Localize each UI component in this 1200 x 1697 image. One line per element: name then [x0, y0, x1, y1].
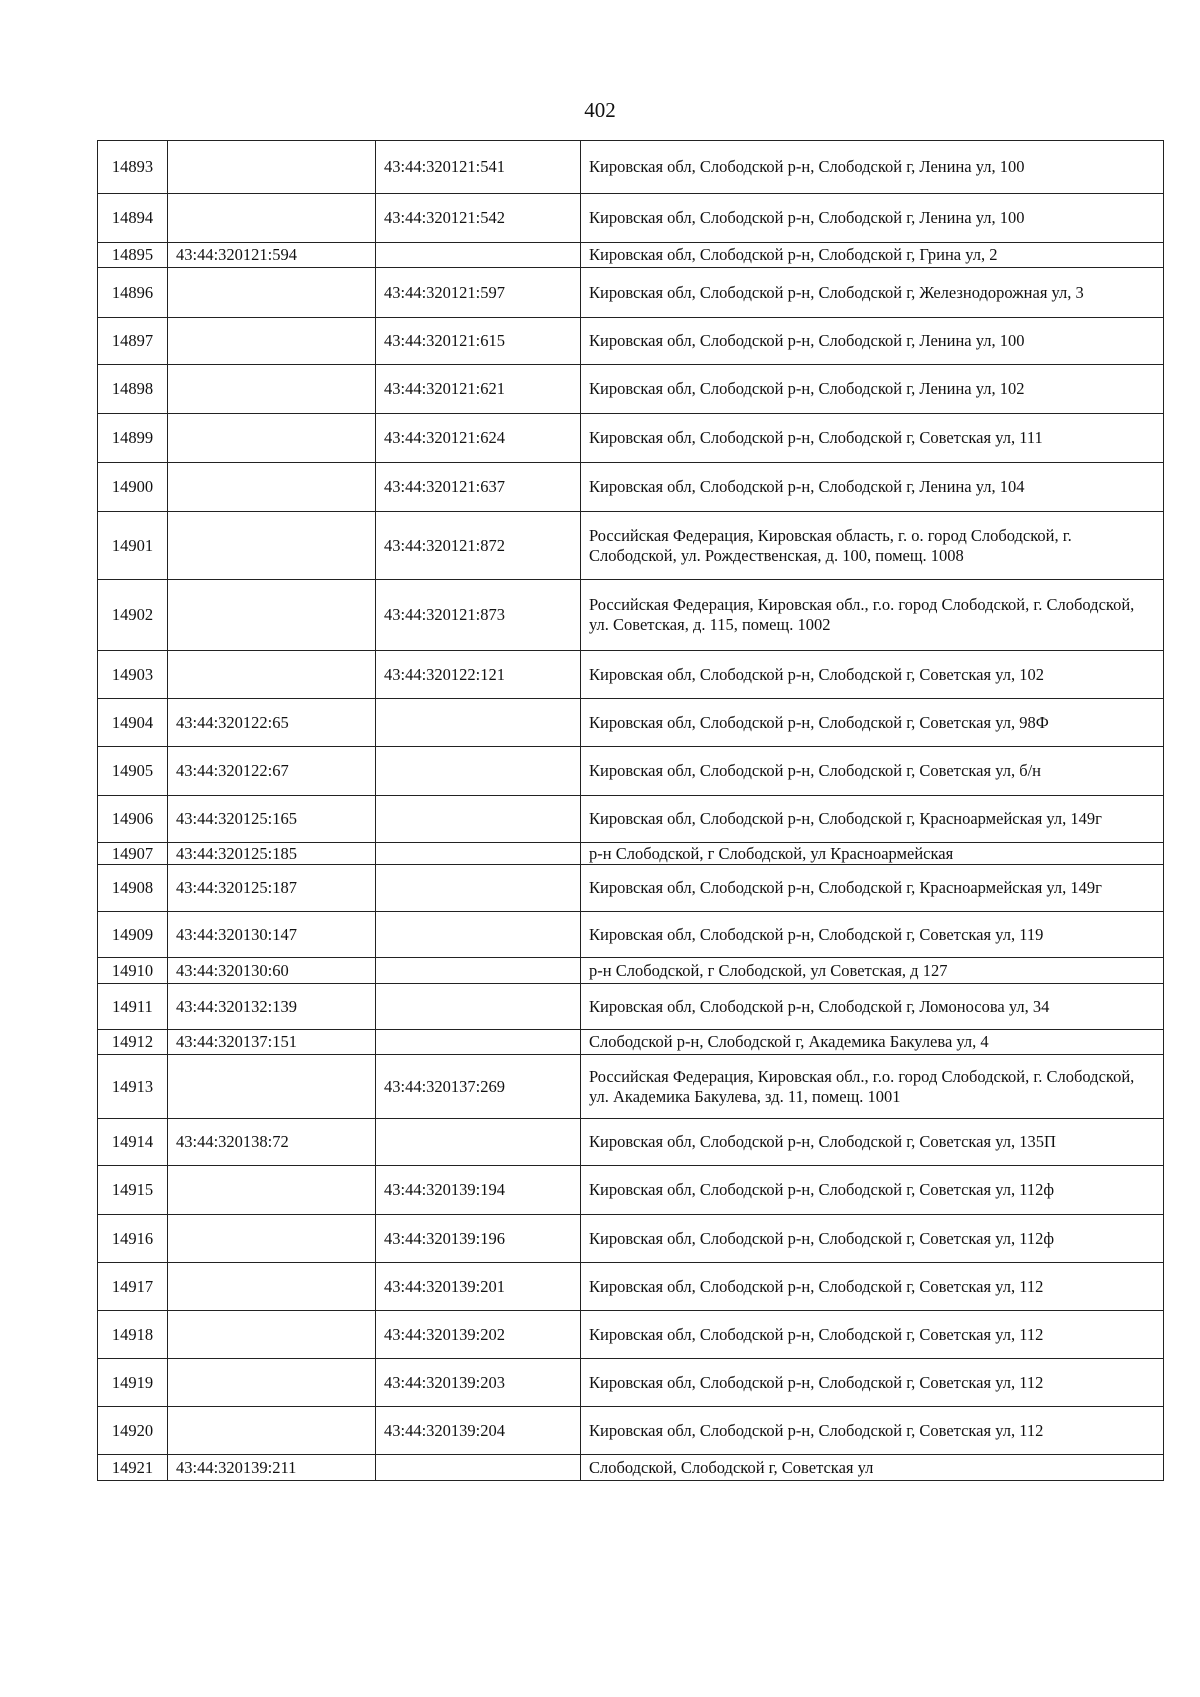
address-cell: р-н Слободской, г Слободской, ул Красноармейская: [581, 843, 1164, 865]
table-row: [98, 463, 1164, 512]
address-cell: Кировская обл, Слободской р-н, Слободской г, Советская ул, 112: [581, 1359, 1164, 1407]
cadastral-number-cell: [168, 194, 376, 243]
address-cell: Кировская обл, Слободской р-н, Слободской г, Ленина ул, 100: [581, 194, 1164, 243]
cadastral-number-cell: [168, 580, 376, 651]
cadastral-number-cell-2: 43:44:320122:121: [376, 651, 581, 699]
row-number-cell: 14910: [98, 958, 168, 984]
cadastral-number-cell: [168, 1407, 376, 1455]
cadastral-number-cell: [168, 318, 376, 365]
address-cell: Российская Федерация, Кировская обл., г.о. город Слободской, г. Слободской, ул. Академика Бакулева, зд. 11, помещ. 1001: [581, 1055, 1164, 1119]
cadastral-number-cell-2: 43:44:320139:202: [376, 1311, 581, 1359]
cadastral-number-cell-2: 43:44:320139:201: [376, 1263, 581, 1311]
table-row: [98, 512, 1164, 580]
row-number-cell: 14895: [98, 243, 168, 268]
address-cell: Кировская обл, Слободской р-н, Слободской г, Ленина ул, 104: [581, 463, 1164, 512]
address-cell: Кировская обл, Слободской р-н, Слободской г, Красноармейская ул, 149г: [581, 865, 1164, 912]
address-cell: Кировская обл, Слободской р-н, Слободской г, Советская ул, 112ф: [581, 1215, 1164, 1263]
table-row: [98, 1311, 1164, 1359]
row-number-cell: 14897: [98, 318, 168, 365]
table-row: [98, 1030, 1164, 1055]
table-row: [98, 580, 1164, 651]
address-cell: Кировская обл, Слободской р-н, Слободской г, Советская ул, 112: [581, 1263, 1164, 1311]
table-row: [98, 1407, 1164, 1455]
address-cell: Кировская обл, Слободской р-н, Слободской г, Грина ул, 2: [581, 243, 1164, 268]
address-cell: р-н Слободской, г Слободской, ул Советская, д 127: [581, 958, 1164, 984]
row-number-cell: 14913: [98, 1055, 168, 1119]
table-row: [98, 843, 1164, 865]
table-row: [98, 318, 1164, 365]
cadastral-number-cell-2: 43:44:320139:204: [376, 1407, 581, 1455]
cadastral-number-cell-2: 43:44:320121:873: [376, 580, 581, 651]
row-number-cell: 14911: [98, 984, 168, 1030]
address-cell: Кировская обл, Слободской р-н, Слободской г, Ленина ул, 100: [581, 318, 1164, 365]
address-cell: Кировская обл, Слободской р-н, Слободской г, Ленина ул, 102: [581, 365, 1164, 414]
cadastral-number-cell: 43:44:320121:594: [168, 243, 376, 268]
address-cell: Слободской, Слободской г, Советская ул: [581, 1455, 1164, 1481]
cadastral-number-cell-2: 43:44:320139:196: [376, 1215, 581, 1263]
table-row: [98, 796, 1164, 843]
address-cell: Кировская обл, Слободской р-н, Слободской г, Советская ул, 102: [581, 651, 1164, 699]
cadastral-number-cell: 43:44:320130:60: [168, 958, 376, 984]
cadastral-number-cell-2: 43:44:320121:541: [376, 141, 581, 194]
address-cell: Кировская обл, Слободской р-н, Слободской г, Советская ул, 119: [581, 912, 1164, 958]
table-row: [98, 865, 1164, 912]
registry-table-body: [98, 141, 1164, 1481]
table-row: [98, 1455, 1164, 1481]
cadastral-number-cell-2: [376, 984, 581, 1030]
cadastral-number-cell: [168, 141, 376, 194]
cadastral-number-cell: 43:44:320130:147: [168, 912, 376, 958]
table-row: [98, 141, 1164, 194]
row-number-cell: 14905: [98, 747, 168, 796]
cadastral-number-cell-2: [376, 865, 581, 912]
cadastral-number-cell: 43:44:320138:72: [168, 1119, 376, 1166]
address-cell: Кировская обл, Слободской р-н, Слободской г, Советская ул, 112: [581, 1407, 1164, 1455]
row-number-cell: 14914: [98, 1119, 168, 1166]
cadastral-number-cell-2: 43:44:320139:194: [376, 1166, 581, 1215]
cadastral-number-cell-2: 43:44:320121:615: [376, 318, 581, 365]
cadastral-number-cell-2: [376, 747, 581, 796]
cadastral-number-cell-2: 43:44:320121:872: [376, 512, 581, 580]
address-cell: Кировская обл, Слободской р-н, Слободской г, Железнодорожная ул, 3: [581, 268, 1164, 318]
table-row: [98, 651, 1164, 699]
cadastral-number-cell: [168, 1055, 376, 1119]
cadastral-number-cell-2: [376, 1030, 581, 1055]
row-number-cell: 14902: [98, 580, 168, 651]
row-number-cell: 14904: [98, 699, 168, 747]
cadastral-number-cell-2: [376, 958, 581, 984]
row-number-cell: 14907: [98, 843, 168, 865]
row-number-cell: 14903: [98, 651, 168, 699]
cadastral-number-cell-2: [376, 843, 581, 865]
page-number: 402: [584, 98, 616, 122]
cadastral-number-cell: [168, 512, 376, 580]
table-row: [98, 414, 1164, 463]
row-number-cell: 14899: [98, 414, 168, 463]
table-row: [98, 912, 1164, 958]
cadastral-number-cell: [168, 1166, 376, 1215]
cadastral-number-cell: [168, 1311, 376, 1359]
row-number-cell: 14908: [98, 865, 168, 912]
cadastral-number-cell: [168, 414, 376, 463]
table-row: [98, 984, 1164, 1030]
cadastral-number-cell-2: [376, 1119, 581, 1166]
cadastral-number-cell-2: 43:44:320121:597: [376, 268, 581, 318]
table-row: [98, 1055, 1164, 1119]
cadastral-number-cell: [168, 463, 376, 512]
row-number-cell: 14893: [98, 141, 168, 194]
cadastral-number-cell-2: [376, 699, 581, 747]
cadastral-number-cell-2: 43:44:320121:624: [376, 414, 581, 463]
row-number-cell: 14921: [98, 1455, 168, 1481]
address-cell: Кировская обл, Слободской р-н, Слободской г, Советская ул, 112ф: [581, 1166, 1164, 1215]
address-cell: Кировская обл, Слободской р-н, Слободской г, Советская ул, б/н: [581, 747, 1164, 796]
address-cell: Кировская обл, Слободской р-н, Слободской г, Советская ул, 98Ф: [581, 699, 1164, 747]
cadastral-number-cell: 43:44:320139:211: [168, 1455, 376, 1481]
table-row: [98, 699, 1164, 747]
address-cell: Кировская обл, Слободской р-н, Слободской г, Красноармейская ул, 149г: [581, 796, 1164, 843]
table-row: [98, 958, 1164, 984]
table-row: [98, 365, 1164, 414]
row-number-cell: 14917: [98, 1263, 168, 1311]
cadastral-number-cell-2: [376, 912, 581, 958]
address-cell: Кировская обл, Слободской р-н, Слободской г, Советская ул, 111: [581, 414, 1164, 463]
cadastral-number-cell-2: [376, 796, 581, 843]
cadastral-number-cell: [168, 1215, 376, 1263]
cadastral-number-cell: 43:44:320125:185: [168, 843, 376, 865]
table-row: [98, 268, 1164, 318]
table-row: [98, 243, 1164, 268]
cadastral-number-cell: [168, 268, 376, 318]
address-cell: Кировская обл, Слободской р-н, Слободской г, Советская ул, 112: [581, 1311, 1164, 1359]
table-row: [98, 747, 1164, 796]
row-number-cell: 14898: [98, 365, 168, 414]
cadastral-number-cell-2: [376, 1455, 581, 1481]
address-cell: Кировская обл, Слободской р-н, Слободской г, Ленина ул, 100: [581, 141, 1164, 194]
cadastral-number-cell-2: 43:44:320121:542: [376, 194, 581, 243]
cadastral-number-cell-2: 43:44:320137:269: [376, 1055, 581, 1119]
cadastral-number-cell: 43:44:320132:139: [168, 984, 376, 1030]
row-number-cell: 14918: [98, 1311, 168, 1359]
row-number-cell: 14894: [98, 194, 168, 243]
cadastral-number-cell: [168, 1359, 376, 1407]
row-number-cell: 14916: [98, 1215, 168, 1263]
table-row: [98, 1215, 1164, 1263]
cadastral-number-cell-2: 43:44:320121:621: [376, 365, 581, 414]
cadastral-number-cell: [168, 365, 376, 414]
cadastral-number-cell: 43:44:320137:151: [168, 1030, 376, 1055]
table-row: [98, 1263, 1164, 1311]
address-cell: Российская Федерация, Кировская область, г. о. город Слободской, г. Слободской, ул. Рождественская, д. 100, помещ. 1008: [581, 512, 1164, 580]
address-cell: Кировская обл, Слободской р-н, Слободской г, Ломоносова ул, 34: [581, 984, 1164, 1030]
table-row: [98, 1166, 1164, 1215]
row-number-cell: 14906: [98, 796, 168, 843]
cadastral-number-cell-2: [376, 243, 581, 268]
table-row: [98, 1359, 1164, 1407]
table-row: [98, 1119, 1164, 1166]
registry-table: [97, 140, 1164, 1481]
cadastral-number-cell: 43:44:320125:187: [168, 865, 376, 912]
address-cell: Российская Федерация, Кировская обл., г.о. город Слободской, г. Слободской, ул. Советская, д. 115, помещ. 1002: [581, 580, 1164, 651]
cadastral-number-cell: 43:44:320122:67: [168, 747, 376, 796]
row-number-cell: 14912: [98, 1030, 168, 1055]
row-number-cell: 14909: [98, 912, 168, 958]
address-cell: Кировская обл, Слободской р-н, Слободской г, Советская ул, 135П: [581, 1119, 1164, 1166]
row-number-cell: 14900: [98, 463, 168, 512]
row-number-cell: 14915: [98, 1166, 168, 1215]
row-number-cell: 14919: [98, 1359, 168, 1407]
row-number-cell: 14896: [98, 268, 168, 318]
cadastral-number-cell: 43:44:320122:65: [168, 699, 376, 747]
cadastral-number-cell: [168, 1263, 376, 1311]
cadastral-number-cell: 43:44:320125:165: [168, 796, 376, 843]
cadastral-number-cell-2: 43:44:320139:203: [376, 1359, 581, 1407]
cadastral-number-cell-2: 43:44:320121:637: [376, 463, 581, 512]
address-cell: Слободской р-н, Слободской г, Академика Бакулева ул, 4: [581, 1030, 1164, 1055]
table-row: [98, 194, 1164, 243]
cadastral-number-cell: [168, 651, 376, 699]
row-number-cell: 14901: [98, 512, 168, 580]
row-number-cell: 14920: [98, 1407, 168, 1455]
